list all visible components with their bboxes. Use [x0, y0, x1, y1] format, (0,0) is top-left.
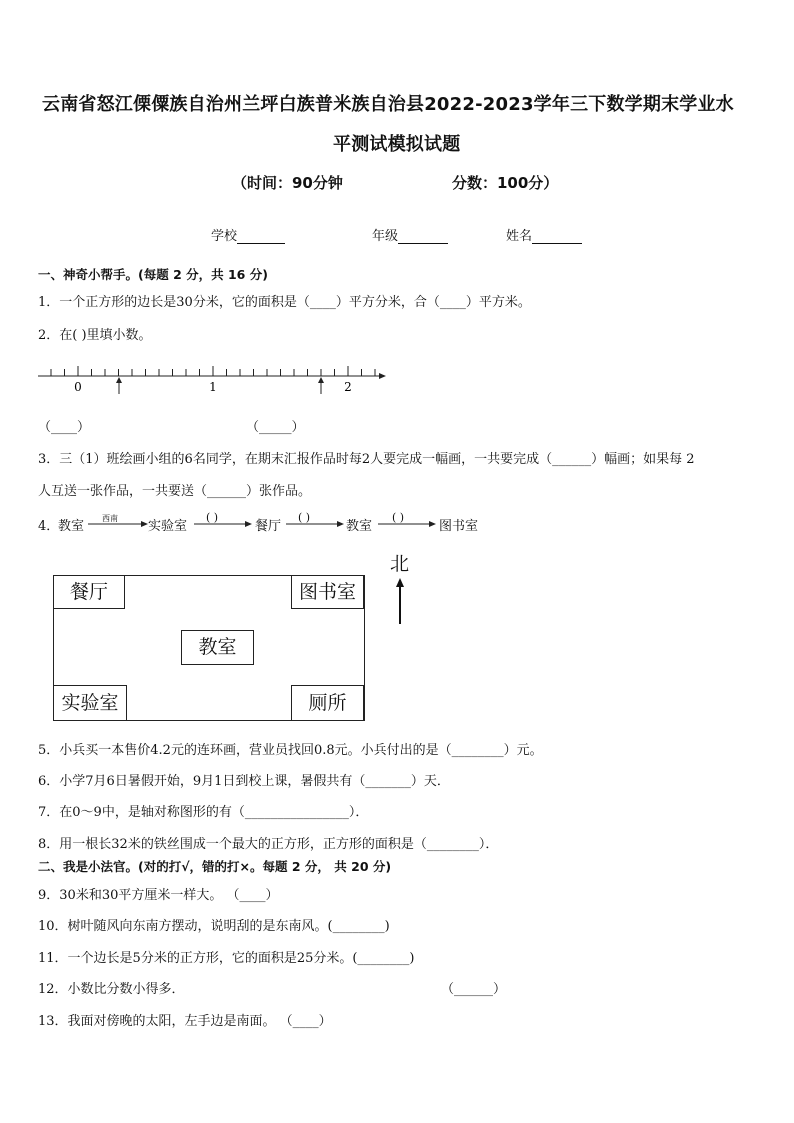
answer-blank-left[interactable]: （____） — [38, 420, 91, 435]
question-4-label: 4． — [38, 519, 60, 534]
question-10: 10．树叶随风向东南方摆动，说明刮的是东南风。(________) — [38, 919, 390, 934]
name-blank[interactable] — [532, 229, 582, 244]
tick-label-1: 1 — [209, 380, 217, 394]
page-title-line2: 平测试模拟试题 — [333, 134, 461, 155]
question-3-line1: 3．三（1）班绘画小组的6名同学，在期末汇报作品时每2人要完成一幅画，一共要完成（______）幅画；如果每 2 — [38, 452, 695, 467]
grade-field — [372, 225, 448, 244]
room-classroom: 教室 — [181, 630, 254, 665]
name-field — [506, 225, 582, 244]
question-6: 6．小学7月6日暑假开始，9月1日到校上课，暑假共有（_______）天． — [38, 774, 450, 789]
school-label: 学校 — [211, 229, 238, 244]
tick-label-0: 0 — [74, 380, 82, 394]
question-11: 11．一个边长是5分米的正方形，它的面积是25分米。(________) — [38, 951, 415, 966]
exam-score: 分数：100分） — [452, 174, 559, 192]
room-library: 图书室 — [291, 575, 364, 609]
question-12-blank[interactable]: （______） — [441, 982, 507, 997]
section1-heading: 一、神奇小帮手。(每题 2 分，共 16 分) — [38, 267, 268, 282]
route-arrows — [86, 518, 446, 532]
question-7: 7．在0～9中，是轴对称图形的有（________________）． — [38, 805, 369, 820]
number-line — [36, 360, 396, 400]
page-title-line1: 云南省怒江傈僳族自治州兰坪白族普米族自治县2022-2023学年三下数学期末学业水 — [42, 94, 734, 115]
grade-label: 年级 — [372, 229, 399, 244]
route-arrow-label-1: 西南 — [102, 514, 118, 523]
room-lab: 实验室 — [53, 685, 127, 721]
route-arrow-label-2: ( ) — [206, 511, 219, 524]
arrow-icon — [429, 521, 436, 527]
question-9: 9．30米和30平方厘米一样大。 （____） — [38, 888, 279, 903]
north-label: 北 — [390, 553, 410, 575]
question-2: 2．在( )里填小数。 — [38, 328, 152, 343]
tick-label-2: 2 — [344, 380, 352, 394]
room-canteen: 餐厅 — [53, 575, 125, 609]
school-map — [53, 575, 365, 721]
section2-heading: 二、我是小法官。(对的打√，错的打×。每题 2 分， 共 20 分) — [38, 859, 392, 874]
question-1: 1．一个正方形的边长是30分米，它的面积是（____）平方分米，合（____）平方米。 — [38, 295, 531, 310]
answer-blank-right[interactable]: （_____） — [246, 420, 305, 435]
question-12: 12．小数比分数小得多． — [38, 982, 185, 997]
route-arrow-label-4: ( ) — [392, 511, 405, 524]
question-5: 5．小兵买一本售价4.2元的连环画，营业员找回0.8元。小兵付出的是（________）元。 — [38, 743, 543, 758]
arrow-icon — [141, 521, 148, 527]
route-stop-1: 教室 — [58, 519, 85, 534]
school-blank[interactable] — [237, 229, 285, 244]
room-restroom: 厕所 — [291, 685, 364, 721]
arrow-icon — [337, 521, 344, 527]
school-field — [211, 225, 285, 244]
route-stop-5: 图书室 — [439, 519, 479, 534]
route-stop-4: 教室 — [346, 519, 373, 534]
route-stop-3: 餐厅 — [255, 519, 282, 534]
route-arrow-label-3: ( ) — [298, 511, 311, 524]
question-8: 8．用一根长32米的铁丝围成一个最大的正方形，正方形的面积是（________）． — [38, 837, 499, 852]
route-stop-2: 实验室 — [148, 519, 188, 534]
north-arrow-icon — [392, 578, 408, 626]
grade-blank[interactable] — [398, 229, 448, 244]
exam-time: （时间：90分钟 — [232, 174, 343, 192]
arrow-icon — [245, 521, 252, 527]
question-13: 13．我面对傍晚的太阳，左手边是南面。 （____） — [38, 1014, 332, 1029]
question-3-line2: 人互送一张作品，一共要送（______）张作品。 — [38, 484, 312, 499]
name-label: 姓名 — [506, 229, 533, 244]
